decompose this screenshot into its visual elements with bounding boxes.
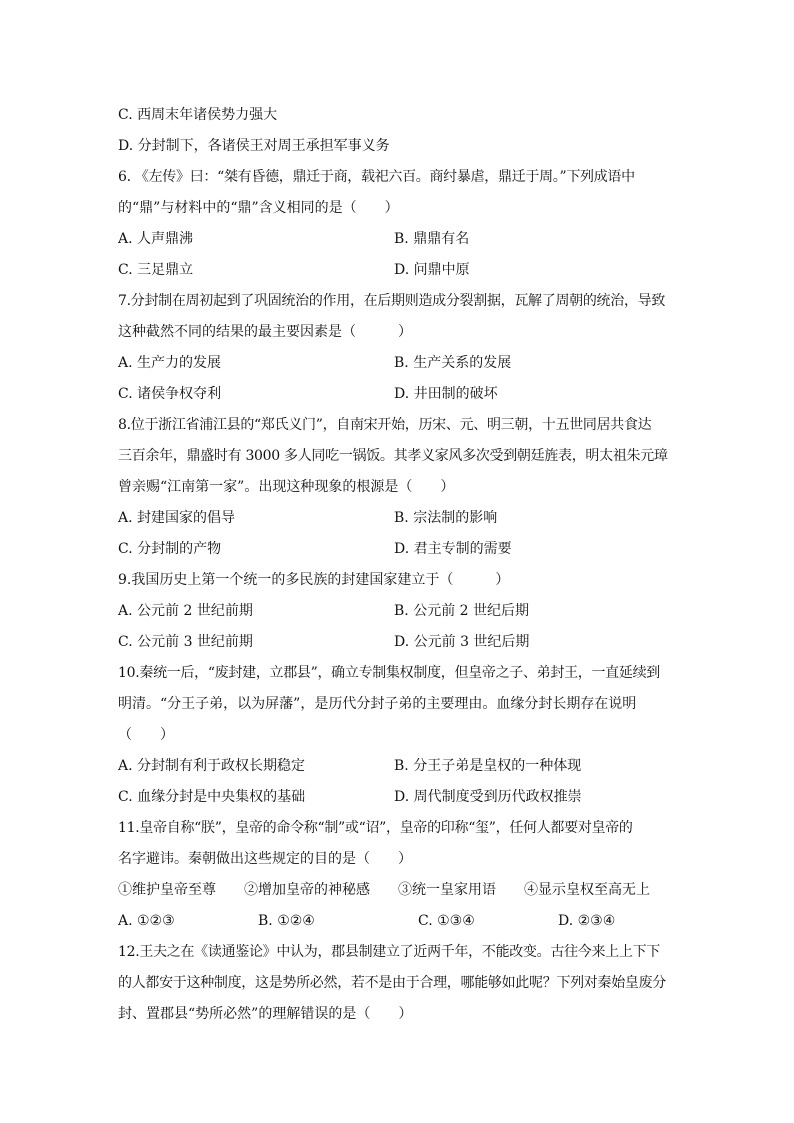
q10-option-c: C. 血缘分封是中央集权的基础 (118, 789, 306, 805)
q10-stem-line-1: 10.秦统一后，“废封建，立郡县”，确立专制集权制度，但皇帝之子、弟封王，一直延续到 (118, 665, 660, 681)
q12-stem-line-2: 的人都安于这种制度，这是势所必然，若不是由于合理，哪能够如此呢？下列对秦始皇废分 (118, 975, 666, 991)
q7-options-row-2 (118, 379, 678, 410)
q9-option-b: B. 公元前 2 世纪后期 (394, 603, 529, 619)
q11-option-d: D. ②③④ (558, 913, 616, 929)
q11-option-c: C. ①③④ (418, 913, 475, 929)
q7-stem-line-2: 这种截然不同的结果的最主要因素是（ ） (118, 324, 412, 340)
q7-option-b: B. 生产关系的发展 (394, 355, 512, 371)
q9-stem-line-1: 9.我国历史上第一个统一的多民族的封建国家建立于（ ） (118, 572, 510, 588)
q7-stem-line-1: 7.分封制在周初起到了巩固统治的作用，在后期则造成分裂割据，瓦解了周朝的统治，导致 (118, 293, 666, 309)
q11-option-b: B. ①②④ (258, 913, 315, 929)
prev-option-c: C. 西周末年诸侯势力强大 (118, 107, 278, 123)
q8-stem-line-3: 曾亲赐“江南第一家”。出现这种现象的根源是（ ） (118, 479, 455, 495)
q8-option-c: C. 分封制的产物 (118, 541, 222, 557)
q10-options-row-2 (118, 782, 678, 813)
q12-stem-line-3: 封、置郡县“势所必然”的理解错误的是（ ） (118, 1006, 413, 1022)
q8-option-b: B. 宗法制的影响 (394, 510, 498, 526)
q6-stem-line-1: 6. 《左传》曰：“桀有昏德，鼎迁于商，载祀六百。商纣暴虐，鼎迁于周。”下列成语中 (118, 169, 635, 185)
q9-options-row-2 (118, 627, 678, 658)
q6-stem-line-2: 的“鼎”与材料中的“鼎”含义相同的是（ ） (118, 200, 399, 216)
q11-options-row (118, 906, 678, 937)
q7-options-row-1 (118, 348, 678, 379)
q11-stem-line-1: 11.皇帝自称“朕”，皇帝的命令称“制”或“诏”，皇帝的印称“玺”，任何人都要对皇帝的 (118, 820, 633, 836)
q9-option-a: A. 公元前 2 世纪前期 (118, 603, 253, 619)
q10-stem-line-2: 明清。“分王子弟，以为屏藩”，是历代分封子弟的主要理由。血缘分封长期存在说明 (118, 696, 637, 712)
q11-stem-line-2: 名字避讳。秦朝做出这些规定的目的是（ ） (118, 851, 412, 867)
q8-options-row-2 (118, 534, 678, 565)
q7-option-a: A. 生产力的发展 (118, 355, 222, 371)
q10-option-a: A. 分封制有利于政权长期稳定 (118, 758, 306, 774)
q6-options-row-2 (118, 255, 678, 286)
q11-numbered-items: ①维护皇帝至尊 ②增加皇帝的神秘感 ③统一皇家用语 ④显示皇权至高无上 (118, 882, 650, 898)
exam-page (118, 100, 678, 1030)
q6-option-a: A. 人声鼎沸 (118, 231, 194, 247)
q10-stem-line-3: （ ） (118, 727, 174, 743)
q6-option-d: D. 问鼎中原 (394, 262, 470, 278)
q10-option-d: D. 周代制度受到历代政权推崇 (394, 789, 582, 805)
q8-option-d: D. 君主专制的需要 (394, 541, 512, 557)
prev-option-d: D. 分封制下，各诸侯王对周王承担军事义务 (118, 138, 390, 154)
q9-option-c: C. 公元前 3 世纪前期 (118, 634, 253, 650)
q8-stem-line-1: 8.位于浙江省浦江县的“郑氏义门”，自南宋开始，历宋、元、明三朝，十五世同居共食达 (118, 417, 652, 433)
q9-options-row-1 (118, 596, 678, 627)
q6-options-row-1 (118, 224, 678, 255)
q6-option-b: B. 鼎鼎有名 (394, 231, 470, 247)
q7-option-d: D. 井田制的破坏 (394, 386, 498, 402)
q8-options-row-1 (118, 503, 678, 534)
q8-option-a: A. 封建国家的倡导 (118, 510, 236, 526)
q9-option-d: D. 公元前 3 世纪后期 (394, 634, 530, 650)
q10-options-row-1 (118, 751, 678, 782)
q7-option-c: C. 诸侯争权夺利 (118, 386, 222, 402)
q12-stem-line-1: 12.王夫之在《读通鉴论》中认为，郡县制建立了近两千年，不能改变。古往今来上上下下 (118, 944, 660, 960)
q8-stem-line-2: 三百余年，鼎盛时有 3000 多人同吃一锅饭。其孝义家风多次受到朝廷旌表，明太祖朱元璋 (118, 448, 668, 464)
q10-option-b: B. 分王子弟是皇权的一种体现 (394, 758, 582, 774)
q11-option-a: A. ①②③ (118, 913, 175, 929)
q6-option-c: C. 三足鼎立 (118, 262, 194, 278)
